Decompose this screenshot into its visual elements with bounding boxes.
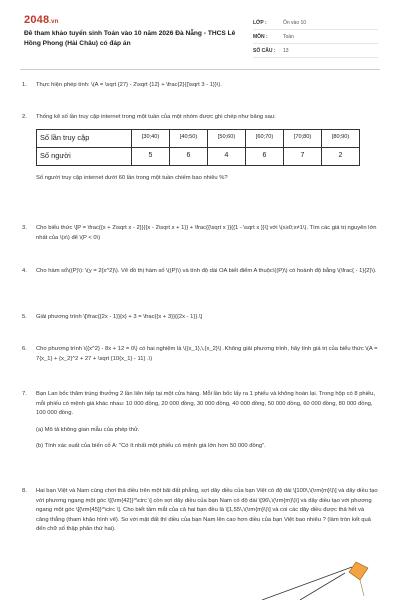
- meta-label: MÔN :: [253, 33, 268, 40]
- page-title: Đề tham khảo tuyển sinh Toán vào 10 năm 2026 Đà Nẵng - THCS Lê Hồng Phong (Hải Châu) có đáp án: [24, 30, 236, 47]
- question-text: Giải phương trình \[\frac{{2x - 1}}{x} + 3 = \frac{{x + 3}}{{2x - 1}}.\]: [36, 314, 203, 320]
- logo-text: 2048: [24, 14, 50, 26]
- kite-string-2: [262, 567, 352, 600]
- question-text: Thực hiện phép tính: \(A = \sqrt {27} - 2\sqrt {12} + \frac{2}{{\sqrt 3 - 1}}\).: [36, 82, 222, 88]
- question-part-a: (a) Mô tả không gian mẫu của phép thử.: [36, 426, 140, 433]
- question-text: Cho hàm số\((P)\): \(y = 2{x^2}\). Vẽ đồ thị hàm số \((P)\) và tính độ dài OA biết điểm A thuộc\((P)\) có hoành độ bằng \(\frac{ - 1}{2}\).: [36, 268, 377, 274]
- question-part-b: (b) Tính xác suất của biến cố A: "Có ít nhất một phiếu có mệnh giá lớn hơn 50 000 đồng".: [36, 443, 266, 449]
- table-row-header: Số lần truy cập: [37, 129, 132, 147]
- table-cell: 2: [322, 147, 360, 165]
- question-number: 5.: [22, 314, 27, 320]
- table-cell: 4: [208, 147, 246, 165]
- table-cell: [40;50): [170, 129, 208, 147]
- table-cell: [70;80): [284, 129, 322, 147]
- meta-label: SỐ CÂU :: [253, 47, 276, 54]
- table-cell: [60;70): [246, 129, 284, 147]
- table-cell: 5: [132, 147, 170, 165]
- question-text: Cho phương trình \({x^2} - 8x + 12 = 0\) có hai nghiệm là \({x_1},\,{x_2}\) .Không giải phương trình, hãy tính giá trị của biểu thức \(A = 7{x_1} + {x_2}^2 + 27 + \sqrt {10{x_1} - 11} .\): [36, 346, 378, 362]
- table-cell: 6: [170, 147, 208, 165]
- question-number: 6.: [22, 346, 27, 352]
- question-number: 4.: [22, 268, 27, 274]
- kite-string-1: [300, 573, 345, 600]
- table-cell: [30;40): [132, 129, 170, 147]
- meta-value: Toán: [283, 33, 294, 40]
- question-text: Hai bạn Việt và Nam cùng chơi thả diều trên một bãi đất phẳng, sợi dây diều của bạn Việt có độ dài \[100\,\(\rm{m}\)\] và dây diều tạo với phương ngang một góc \[{\rm{42}}^\circ \] còn sợi dây diều của bạn Nam có độ dài \[96\,\(\rm{m}\)\] và dây diều tạo với phương ngang một góc \[{\rm{45}}^\circ \]. Cho biết tầm mắt của cả hai bạn đều là \[1,55\,\(\rm{m}\)\] và coi các dây diều được thả hết và căng thẳng (tham khảo hình vẽ). So với mặt đất thì diều của bạn Nam lên cao hơn diều của bạn Việt bao nhiêu ? (làm tròn kết quả đến chữ số thập phân thứ hai).: [36, 488, 378, 532]
- table-cell: [50;60): [208, 129, 246, 147]
- kite-lines: [262, 567, 352, 600]
- question-number: 7.: [22, 391, 27, 397]
- meta-value: Ôn vào 10: [283, 19, 307, 26]
- question-number: 8.: [22, 488, 27, 494]
- question-number: 2.: [22, 114, 27, 120]
- meta-label: LỚP :: [253, 19, 267, 26]
- question-number: 3.: [22, 225, 27, 231]
- question-text: Cho biểu thức \[P = \frac{{x + 2\sqrt x - 2}}{{x - 2\sqrt x + 1}} + \frac{{\sqrt x }}{{1 - \sqrt x }}\] với \(x≥0;x≠1\). Tìm các giá trị nguyên lớn nhất của \(x\) để \(P < 0\): [36, 225, 377, 241]
- kite-icon: [349, 562, 368, 580]
- table-cell: 6: [246, 147, 284, 165]
- logo-suffix: .vn: [49, 19, 59, 25]
- question-followup: Số người truy cập internet dưới 60 lần trong một tuần chiếm bao nhiêu %?: [36, 174, 228, 181]
- table-cell: 7: [284, 147, 322, 165]
- table-cell: [80;90): [322, 129, 360, 147]
- meta-value: 13: [283, 47, 289, 54]
- table-row-header: Số người: [37, 147, 132, 165]
- kite-tail: [360, 580, 364, 596]
- question-number: 1.: [22, 82, 27, 88]
- question-text: Bạn Lan bốc thăm trúng thưởng 2 lần liên tiếp tại một cửa hàng. Mỗi lần bốc lấy ra 1 phiếu và không hoàn lại. Trong hộp có 8 phiếu, mỗi phiếu có mệnh giá khác nhau: 10 000 đồng, 20 000 đồng, 30 000 đồng, 40 000 đồng, 50 000 đồng, 60 000 đồng, 80 000 đồng, 100 000 đồng.: [36, 391, 375, 416]
- question-text: Thống kê số lần truy cập internet trong một tuần của một nhóm được ghi chép như bảng sau:: [36, 114, 276, 120]
